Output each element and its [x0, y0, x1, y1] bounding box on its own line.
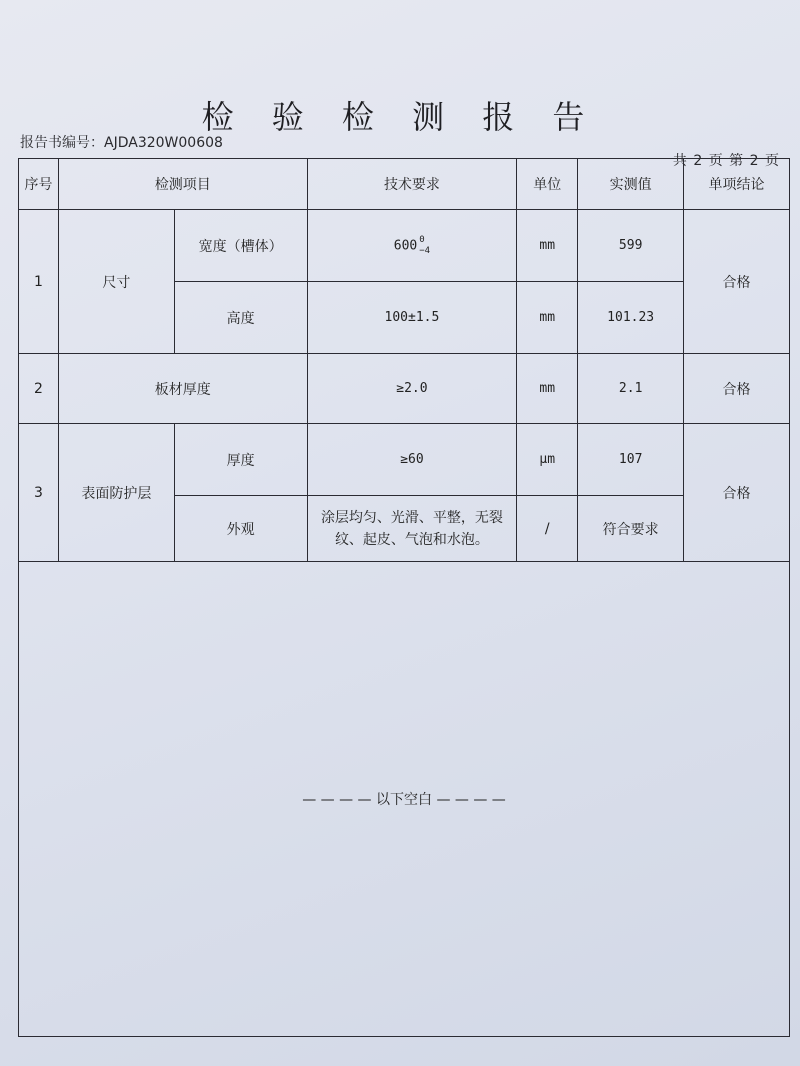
row1-conclusion: 合格: [684, 210, 790, 354]
row1-sub1-tol-lower: −4: [419, 245, 431, 256]
report-title: 检 验 检 测 报 告: [201, 98, 599, 136]
row3-category: 表面防护层: [58, 424, 174, 562]
row2-value: 2.1: [578, 354, 684, 424]
row3-sub1-name: 厚度: [174, 424, 307, 496]
header-conclusion: 单项结论: [684, 159, 790, 210]
header-unit: 单位: [517, 159, 578, 210]
row3-seq: 3: [19, 424, 59, 562]
row2-conclusion: 合格: [684, 354, 790, 424]
header-spec: 技术要求: [307, 159, 517, 210]
row1-sub1-value: 599: [578, 210, 684, 282]
blank-row: [19, 562, 790, 1037]
row1-sub1-spec: [307, 210, 517, 282]
row3-sub1-spec: ≥60: [307, 424, 517, 496]
table-row: [19, 210, 790, 282]
header-seq: 序号: [19, 159, 59, 210]
report-number: 报告书编号：AJDA320W00608: [20, 135, 223, 151]
row2-seq: 2: [19, 354, 59, 424]
blank-mark: — — — — 以下空白 — — — —: [302, 792, 506, 808]
row1-sub1-tolerance: [419, 235, 430, 257]
header-item: 检测项目: [58, 159, 307, 210]
table-row: [19, 424, 790, 496]
row1-sub2-value: 101.23: [578, 282, 684, 354]
header-measured: 实测值: [578, 159, 684, 210]
blank-cell: [19, 562, 790, 1037]
page-count: 共 2 页 第 2 页: [672, 153, 780, 169]
table-row: [19, 354, 790, 424]
table-header-row: [19, 159, 790, 210]
row3-conclusion: 合格: [684, 424, 790, 562]
row1-sub2-unit: mm: [517, 282, 578, 354]
row1-sub1-tol-upper: 0: [419, 234, 425, 245]
row3-sub2-unit: /: [517, 496, 578, 562]
row1-sub1-spec-main: 600: [393, 238, 418, 253]
row3-sub1-unit: μm: [517, 424, 578, 496]
row2-category: 板材厚度: [58, 354, 307, 424]
row3-sub2-value: 符合要求: [578, 496, 684, 562]
row2-unit: mm: [517, 354, 578, 424]
inspection-table: [18, 158, 790, 1037]
row1-sub1-name: 宽度（槽体）: [174, 210, 307, 282]
row3-sub2-name: 外观: [174, 496, 307, 562]
row1-seq: 1: [19, 210, 59, 354]
row1-category: 尺寸: [58, 210, 174, 354]
row1-sub2-spec: 100±1.5: [307, 282, 517, 354]
row1-sub2-name: 高度: [174, 282, 307, 354]
row1-sub1-unit: mm: [517, 210, 578, 282]
row2-spec: ≥2.0: [307, 354, 517, 424]
row3-sub1-value: 107: [578, 424, 684, 496]
row3-sub2-spec: 涂层均匀、光滑、平整，无裂纹、起皮、气泡和水泡。: [307, 496, 517, 562]
